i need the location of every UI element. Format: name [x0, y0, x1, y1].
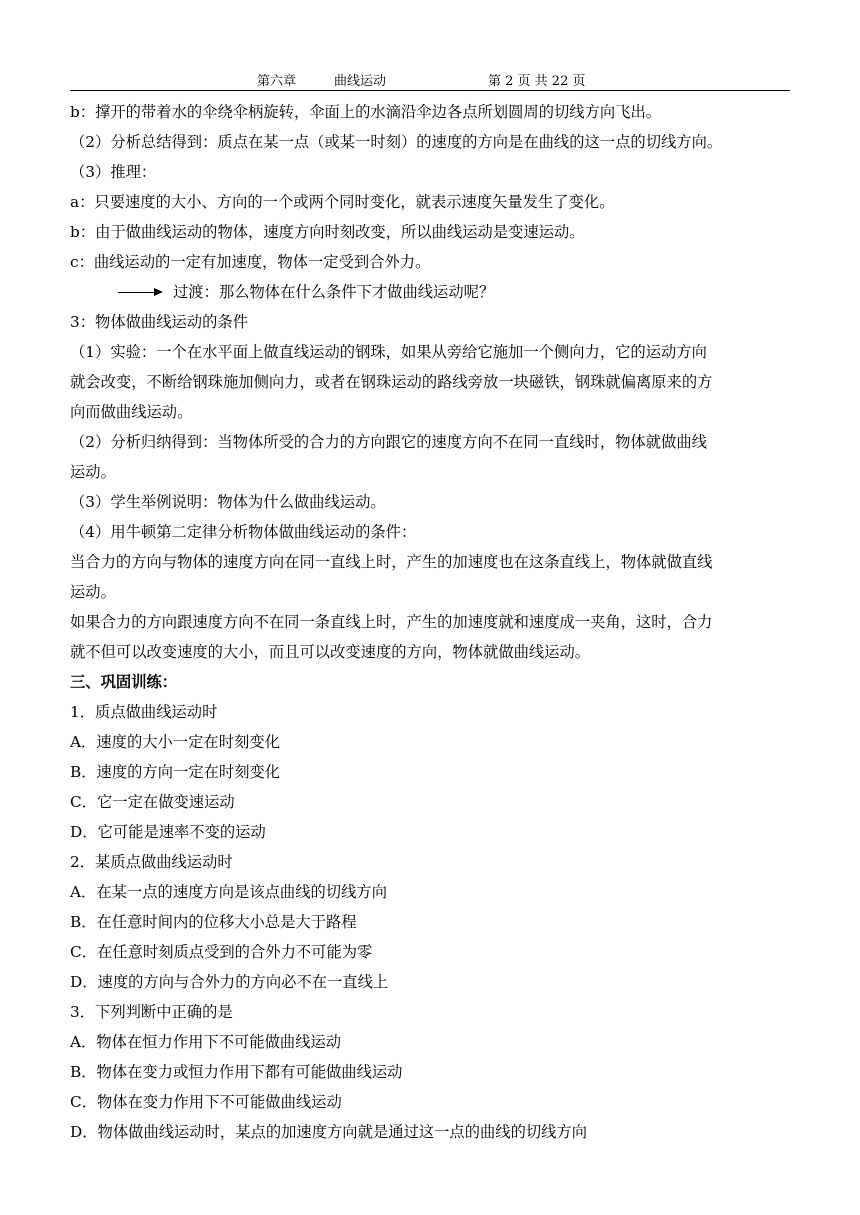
text-line: （2）分析归纳得到：当物体所受的合力的方向跟它的速度方向不在同一直线时，物体就做曲线 [70, 433, 707, 451]
answer-option: D．它可能是速率不变的运动 [70, 823, 266, 841]
answer-option: A．物体在恒力作用下不可能做曲线运动 [70, 1033, 342, 1051]
text-line: 当合力的方向与物体的速度方向在同一直线上时，产生的加速度也在这条直线上，物体就做直线 [70, 553, 713, 571]
text-line: b：由于做曲线运动的物体，速度方向时刻改变，所以曲线运动是变速运动。 [70, 223, 585, 241]
text-line: （3）学生举例说明：物体为什么做曲线运动。 [70, 493, 386, 511]
text-line: b：撑开的带着水的伞绕伞柄旋转，伞面上的水滴沿伞边各点所划圆周的切线方向飞出。 [70, 103, 662, 121]
header-chapter: 第六章 [257, 74, 297, 89]
right-arrow-icon [118, 288, 163, 298]
text-line: 如果合力的方向跟速度方向不在同一条直线上时，产生的加速度就和速度成一夹角，这时，合力 [70, 613, 713, 631]
text-line: 就会改变，不断给钢珠施加侧向力，或者在钢珠运动的路线旁放一块磁铁，钢珠就偏离原来的方 [70, 373, 713, 391]
text-line: （4）用牛顿第二定律分析物体做曲线运动的条件： [70, 523, 417, 541]
text-line: 向而做曲线运动。 [70, 403, 193, 421]
transition-text: 过渡：那么物体在什么条件下才做曲线运动呢？ [173, 283, 495, 301]
text-line: （2）分析总结得到：质点在某一点（或某一时刻）的速度的方向是在曲线的这一点的切线方向。 [70, 133, 723, 151]
answer-option: B．物体在变力或恒力作用下都有可能做曲线运动 [70, 1063, 403, 1081]
section-heading: 3：物体做曲线运动的条件 [70, 313, 248, 331]
header-topic: 曲线运动 [334, 74, 387, 89]
transition-line [70, 277, 792, 307]
question-stem: 3．下列判断中正确的是 [70, 1003, 233, 1021]
text-line: 就不但可以改变速度的大小，而且可以改变速度的方向，物体就做曲线运动。 [70, 643, 591, 661]
question-stem: 1．质点做曲线运动时 [70, 703, 218, 721]
text-line: c：曲线运动的一定有加速度，物体一定受到合外力。 [70, 253, 431, 271]
answer-option: A．速度的大小一定在时刻变化 [70, 733, 280, 751]
text-line: 运动。 [70, 463, 116, 481]
page-header [70, 68, 790, 91]
text-line: （1）实验：一个在水平面上做直线运动的钢珠，如果从旁给它施加一个侧向力，它的运动方向 [70, 343, 707, 361]
answer-option: C．它一定在做变速运动 [70, 793, 235, 811]
answer-option: D．物体做曲线运动时，某点的加速度方向就是通过这一点的曲线的切线方向 [70, 1123, 588, 1141]
answer-option: A．在某一点的速度方向是该点曲线的切线方向 [70, 883, 387, 901]
answer-option: C．物体在变力作用下不可能做曲线运动 [70, 1093, 342, 1111]
text-line: a：只要速度的大小、方向的一个或两个同时变化，就表示速度矢量发生了变化。 [70, 193, 615, 211]
document-body [70, 97, 792, 1147]
answer-option: B．速度的方向一定在时刻变化 [70, 763, 281, 781]
answer-option: C．在任意时刻质点受到的合外力不可能为零 [70, 943, 373, 961]
exercise-section-heading: 三、巩固训练： [70, 673, 178, 691]
question-stem: 2．某质点做曲线运动时 [70, 853, 233, 871]
text-line: （3）推理： [70, 163, 157, 181]
answer-option: B．在任意时间内的位移大小总是大于路程 [70, 913, 357, 931]
header-page-number: 第 2 页 共 22 页 [488, 74, 586, 89]
text-line: 运动。 [70, 583, 116, 601]
answer-option: D．速度的方向与合外力的方向必不在一直线上 [70, 973, 389, 991]
